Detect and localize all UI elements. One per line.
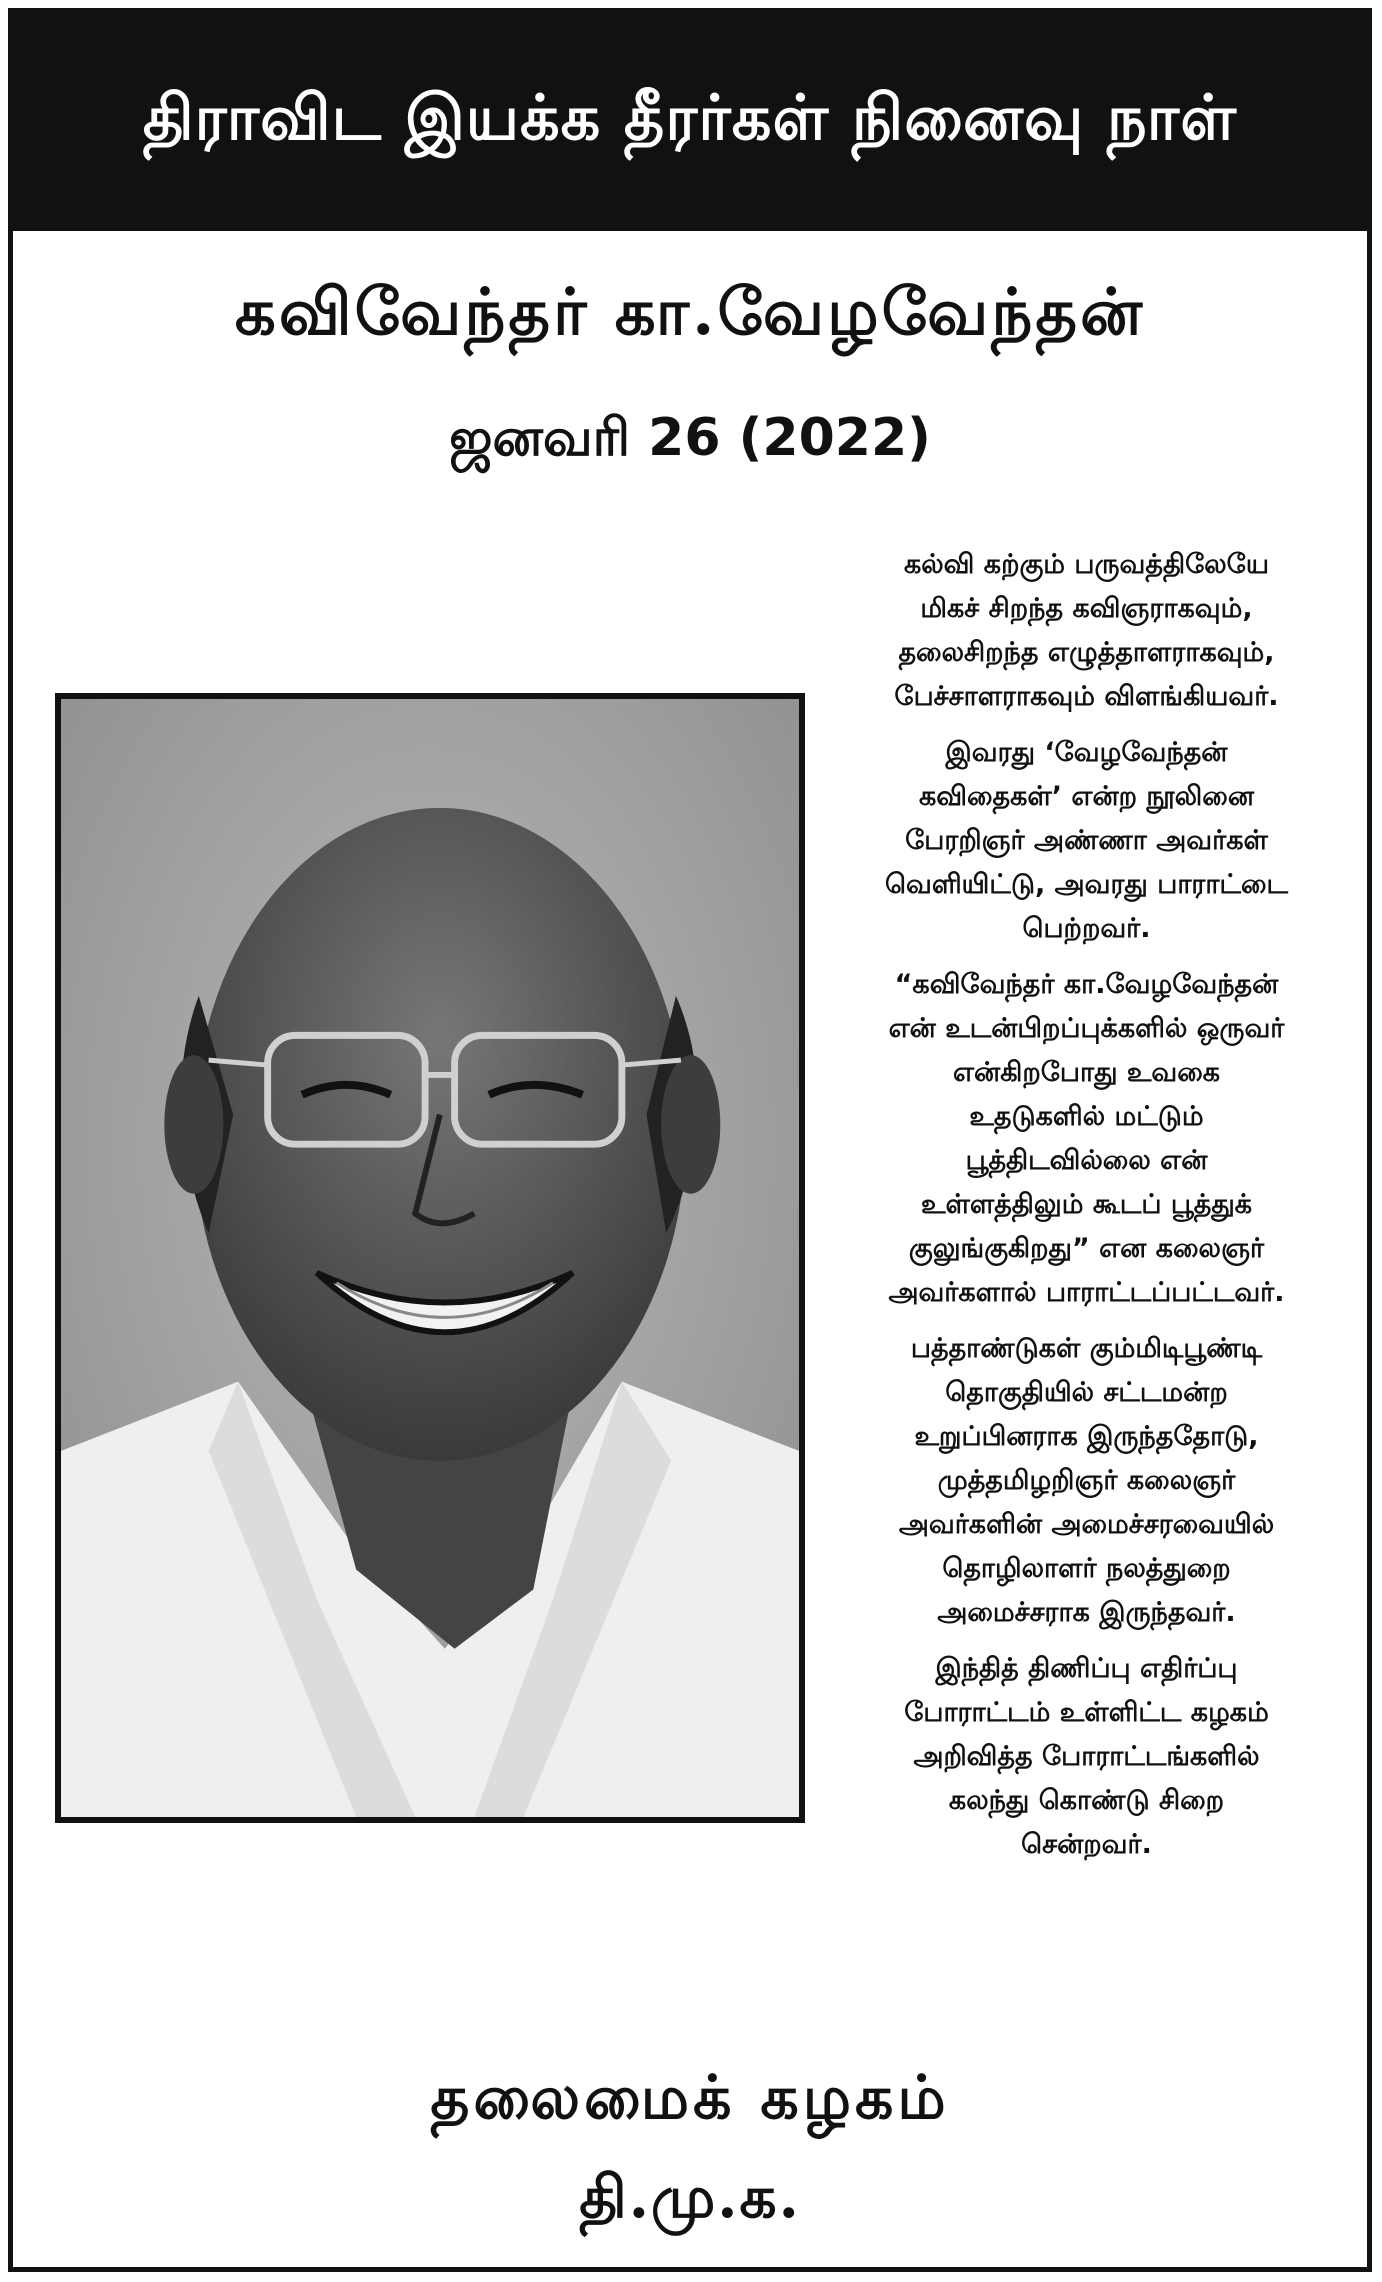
bio-line: கலந்து கொண்டு சிறை: [948, 1785, 1225, 1816]
portrait-illustration: [61, 699, 799, 1817]
bio-line: பூத்திடவில்லை என்: [965, 1145, 1208, 1176]
bio-line: போராட்டம் உள்ளிட்ட கழகம்: [904, 1697, 1269, 1728]
footer-party: தி.மு.க.: [579, 2163, 801, 2231]
bio-line: என் உடன்பிறப்புக்களில் ஒருவர்: [888, 1013, 1285, 1044]
portrait-photo: [55, 693, 805, 1823]
banner: [13, 13, 1367, 231]
bio-line: உறுப்பினராக இருந்ததோடு,: [914, 1421, 1259, 1452]
bio-paragraph: [819, 543, 1354, 719]
bio-line: “கவிவேந்தர் கா.வேழவேந்தன்: [894, 969, 1279, 1000]
bio-paragraph: [819, 1647, 1354, 1867]
bio-line: உள்ளத்திலும் கூடப் பூத்துக்: [920, 1189, 1253, 1220]
bio-line: மிகச் சிறந்த கவிஞராகவும்,: [920, 593, 1253, 624]
bio-line: அவர்களால் பாராட்டப்பட்டவர்.: [888, 1277, 1285, 1308]
bio-line: பத்தாண்டுகள் கும்மிடிபூண்டி: [910, 1333, 1263, 1364]
honoree-name: கவிவேந்தர் கா.வேழவேந்தன்: [234, 275, 1146, 350]
bio-line: என்கிறபோது உவகை: [952, 1057, 1221, 1088]
bio-line: அறிவித்த போராட்டங்களில்: [913, 1741, 1260, 1772]
bio-paragraph: [819, 731, 1354, 951]
bio-line: அமைச்சராக இருந்தவர்.: [937, 1597, 1236, 1628]
bio-line: கல்வி கற்கும் பருவத்திலேயே: [904, 549, 1269, 580]
bio-line: பேரறிஞர் அண்ணா அவர்கள்: [905, 825, 1268, 856]
memorial-date: ஜனவரி 26 (2022): [449, 408, 931, 468]
bio-line: சென்றவர்.: [1021, 1829, 1152, 1860]
bio-line: உதடுகளில் மட்டும்: [969, 1101, 1204, 1132]
bio-paragraph: [819, 1327, 1354, 1635]
bio-line: அவர்களின் அமைச்சரவையில்: [898, 1509, 1275, 1540]
bio-line: பேச்சாளராகவும் விளங்கியவர்.: [894, 681, 1279, 712]
notice-frame: [8, 8, 1372, 2272]
bio-line: இவரது ‘வேழவேந்தன்: [945, 737, 1228, 768]
bio-paragraph: [819, 963, 1354, 1315]
footer-organization: தலைமைக் கழகம்: [430, 2063, 950, 2133]
bio-line: முத்தமிழறிஞர் கலைஞர்: [937, 1465, 1236, 1496]
bio-line: இந்தித் திணிப்பு எதிர்ப்பு: [935, 1653, 1238, 1684]
bio-line: தலைசிறந்த எழுத்தாளராகவும்,: [898, 637, 1275, 668]
bio-line: கவிதைகள்’ என்ற நூலினை: [918, 781, 1255, 812]
bio-line: தொழிலாளர் நலத்துறை: [942, 1553, 1231, 1584]
banner-title: திராவிட இயக்க தீரர்கள் நினைவு நாள்: [142, 81, 1238, 154]
bio-line: தொகுதியில் சட்டமன்ற: [945, 1377, 1228, 1408]
bio-line: குலுங்குகிறது” என கலைஞர்: [908, 1233, 1265, 1264]
bio-line: வெளியிட்டு, அவரது பாராட்டை: [884, 869, 1289, 900]
biography: [819, 543, 1354, 1879]
bio-line: பெற்றவர்.: [1022, 913, 1151, 944]
